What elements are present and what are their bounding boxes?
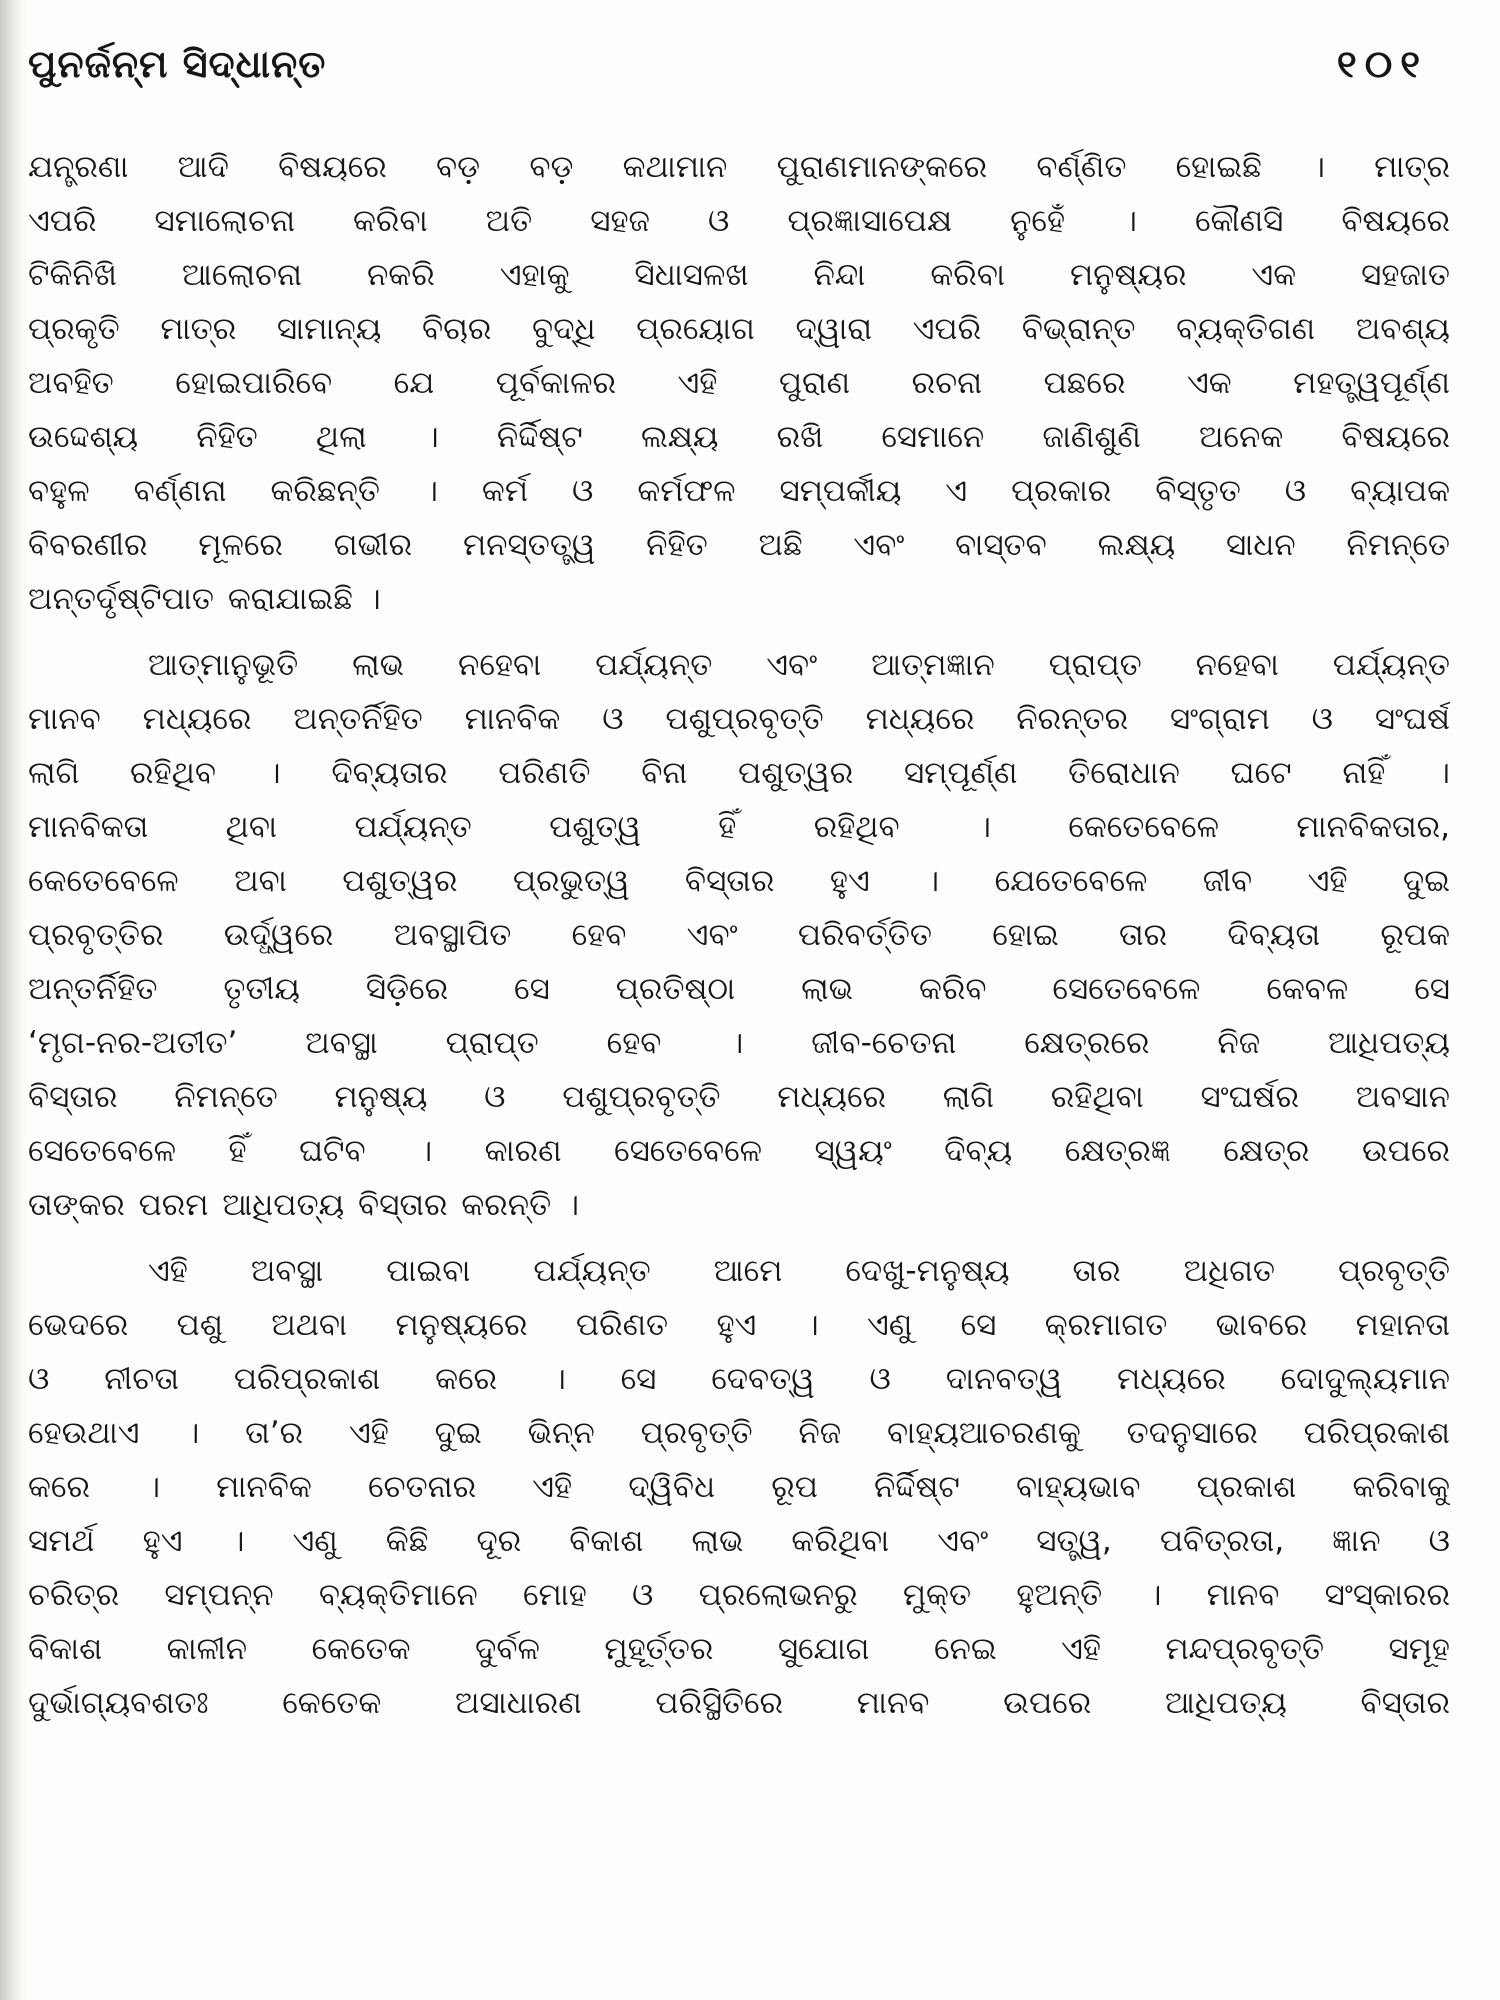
- running-head: [28, 30, 1448, 110]
- text-line: ପ୍ରବୃତ୍ତିର ଉର୍ଦ୍ଧ୍ୱରେ ଅବସ୍ଥାପିତ ହେବ ଏବଂ ପରିବର୍ତ୍ତିତ ହୋଇ ତାର ଦିବ୍ୟତା ରୂପକ: [28, 917, 1450, 953]
- text-line: ହେଉଥାଏ । ତା’ର ଏହି ଦୁଇ ଭିନ୍ନ ପ୍ରବୃତ୍ତି ନିଜ ବାହ୍ୟଆଚରଣକୁ ତଦନୁସାରେ ପରିପ୍ରକାଶ: [28, 1415, 1450, 1451]
- text-line: ଭେଦରେ ପଶୁ ଅଥବା ମନୁଷ୍ୟରେ ପରିଣତ ହୁଏ । ଏଣୁ ସେ କ୍ରମାଗତ ଭାବରେ ମହାନତା: [28, 1307, 1450, 1343]
- paragraph: [28, 140, 1450, 626]
- text-line: ବିକାଶ କାଳୀନ କେତେକ ଦୁର୍ବଳ ମୁହୂର୍ତ୍ତର ସୁଯୋଗ ନେଇ ଏହି ମନ୍ଦପ୍ରବୃତ୍ତି ସମୂହ: [28, 1631, 1450, 1667]
- page-number: ୧୦୧: [1336, 42, 1428, 86]
- text-line: ସମର୍ଥ ହୁଏ । ଏଣୁ କିଛି ଦୂର ବିକାଶ ଲାଭ କରିଥିବା ଏବଂ ସତ୍ତ୍ୱ, ପବିତ୍ରତା, ଜ୍ଞାନ ଓ: [28, 1523, 1450, 1559]
- text-line: ଅନ୍ତର୍ଦୃଷ୍ଟିପାତ କରାଯାଇଛି ।: [28, 581, 381, 617]
- text-line: ଅନ୍ତର୍ନିହିତ ତୃତୀୟ ସିଡ଼ିରେ ସେ ପ୍ରତିଷ୍ଠା ଲାଭ କରିବ ସେତେବେଳେ କେବଳ ସେ: [28, 971, 1450, 1007]
- spine-shadow: [0, 0, 26, 2000]
- text-line: ଅବହିତ ହୋଇପାରିବେ ଯେ ପୂର୍ବକାଳର ଏହି ପୁରାଣ ରଚନା ପଛରେ ଏକ ମହତ୍ତ୍ୱପୂର୍ଣ୍ଣ: [28, 365, 1450, 401]
- running-title: ପୁନର୍ଜନ୍ମ ସିଦ୍ଧାନ୍ତ: [28, 42, 327, 86]
- paragraph: [28, 638, 1450, 1232]
- text-line: ସେତେବେଳେ ହିଁ ଘଟିବ । କାରଣ ସେତେବେଳେ ସ୍ୱୟଂ ଦିବ୍ୟ କ୍ଷେତ୍ରଜ୍ଞ କ୍ଷେତ୍ର ଉପରେ: [28, 1133, 1450, 1169]
- text-line: ଦୁର୍ଭାଗ୍ୟବଶତଃ କେତେକ ଅସାଧାରଣ ପରିସ୍ଥିତିରେ ମାନବ ଉପରେ ଆଧିପତ୍ୟ ବିସ୍ତାର: [28, 1685, 1450, 1721]
- text-line: ବିସ୍ତାର ନିମନ୍ତେ ମନୁଷ୍ୟ ଓ ପଶୁପ୍ରବୃତ୍ତି ମଧ୍ୟରେ ଲାଗି ରହିଥିବା ସଂଘର୍ଷର ଅବସାନ: [28, 1079, 1450, 1115]
- text-line: ଏହି ଅବସ୍ଥା ପାଇବା ପର୍ଯ୍ୟନ୍ତ ଆମେ ଦେଖୁ-ମନୁଷ୍ୟ ତାର ଅଧିଗତ ପ୍ରବୃତ୍ତି: [148, 1253, 1450, 1289]
- body-text: [28, 140, 1450, 1940]
- text-line: ‘ମୃଗ-ନର-ଅତୀତ’ ଅବସ୍ଥା ପ୍ରାପ୍ତ ହେବ । ଜୀବ-ଚେତନା କ୍ଷେତ୍ରରେ ନିଜ ଆଧିପତ୍ୟ: [28, 1025, 1450, 1061]
- text-line: କରେ । ମାନବିକ ଚେତନାର ଏହି ଦ୍ୱିବିଧ ରୂପ ନିର୍ଦ୍ଦିଷ୍ଟ ବାହ୍ୟଭାବ ପ୍ରକାଶ କରିବାକୁ: [28, 1469, 1450, 1505]
- text-line: ଲାଗି ରହିଥିବ । ଦିବ୍ୟତାର ପରିଣତି ବିନା ପଶୁତ୍ୱର ସମ୍ପୂର୍ଣ୍ଣ ତିରୋଧାନ ଘଟେ ନାହିଁ ।: [28, 755, 1450, 791]
- text-line: ବିବରଣୀର ମୂଳରେ ଗଭୀର ମନସ୍ତତ୍ତ୍ୱ ନିହିତ ଅଛି ଏବଂ ବାସ୍ତବ ଲକ୍ଷ୍ୟ ସାଧନ ନିମନ୍ତେ: [28, 527, 1450, 563]
- text-line: ଆତ୍ମାନୁଭୂତି ଲାଭ ନହେବା ପର୍ଯ୍ୟନ୍ତ ଏବଂ ଆତ୍ମଜ୍ଞାନ ପ୍ରାପ୍ତ ନହେବା ପର୍ଯ୍ୟନ୍ତ: [148, 647, 1450, 683]
- text-line: ମାନବିକତା ଥିବା ପର୍ଯ୍ୟନ୍ତ ପଶୁତ୍ୱ ହିଁ ରହିଥିବ । କେତେବେଳେ ମାନବିକତାର,: [28, 809, 1450, 845]
- text-line: ପ୍ରକୃତି ମାତ୍ର ସାମାନ୍ୟ ବିଚାର ବୁଦ୍ଧି ପ୍ରୟୋଗ ଦ୍ୱାରା ଏପରି ବିଭ୍ରାନ୍ତ ବ୍ୟକ୍ତିଗଣ ଅବଶ୍ୟ: [28, 311, 1450, 347]
- text-line: ଟିକିନିଖି ଆଲୋଚନା ନକରି ଏହାକୁ ସିଧାସଳଖ ନିନ୍ଦା କରିବା ମନୁଷ୍ୟର ଏକ ସହଜାତ: [28, 257, 1450, 293]
- text-line: ଓ ନୀଚତା ପରିପ୍ରକାଶ କରେ । ସେ ଦେବତ୍ୱ ଓ ଦାନବତ୍ୱ ମଧ୍ୟରେ ଦୋଦୁଲ୍ୟମାନ: [28, 1361, 1450, 1397]
- text-line: ତାଙ୍କର ପରମ ଆଧିପତ୍ୟ ବିସ୍ତାର କରନ୍ତି ।: [28, 1187, 580, 1223]
- text-line: କେତେବେଳେ ଅବା ପଶୁତ୍ୱର ପ୍ରଭୁତ୍ୱ ବିସ୍ତାର ହୁଏ । ଯେତେବେଳେ ଜୀବ ଏହି ଦୁଇ: [28, 863, 1450, 899]
- text-line: ମାନବ ମଧ୍ୟରେ ଅନ୍ତର୍ନିହିତ ମାନବିକ ଓ ପଶୁପ୍ରବୃତ୍ତି ମଧ୍ୟରେ ନିରନ୍ତର ସଂଗ୍ରାମ ଓ ସଂଘର୍ଷ: [28, 701, 1450, 737]
- text-line: ଉଦ୍ଦେଶ୍ୟ ନିହିତ ଥିଲା । ନିର୍ଦ୍ଦିଷ୍ଟ ଲକ୍ଷ୍ୟ ରଖି ସେମାନେ ଜାଣିଶୁଣି ଅନେକ ବିଷୟରେ: [28, 419, 1450, 455]
- text-line: ଯନ୍ତ୍ରଣା ଆଦି ବିଷୟରେ ବଡ଼ ବଡ଼ କଥାମାନ ପୁରାଣମାନଙ୍କରେ ବର୍ଣ୍ଣିତ ହୋଇଛି । ମାତ୍ର: [28, 149, 1450, 185]
- paragraph: [28, 1244, 1450, 1730]
- text-line: ଚରିତ୍ର ସମ୍ପନ୍ନ ବ୍ୟକ୍ତିମାନେ ମୋହ ଓ ପ୍ରଲୋଭନରୁ ମୁକ୍ତ ହୁଅନ୍ତି । ମାନବ ସଂସ୍କାରର: [28, 1577, 1450, 1613]
- text-line: ଏପରି ସମାଲୋଚନା କରିବା ଅତି ସହଜ ଓ ପ୍ରଜ୍ଞାସାପେକ୍ଷ ନୁହେଁ । କୌଣସି ବିଷୟରେ: [28, 203, 1450, 239]
- text-line: ବହୁଳ ବର୍ଣ୍ଣନା କରିଛନ୍ତି । କର୍ମ ଓ କର୍ମଫଳ ସମ୍ପର୍କୀୟ ଏ ପ୍ରକାର ବିସ୍ତୃତ ଓ ବ୍ୟାପକ: [28, 473, 1450, 509]
